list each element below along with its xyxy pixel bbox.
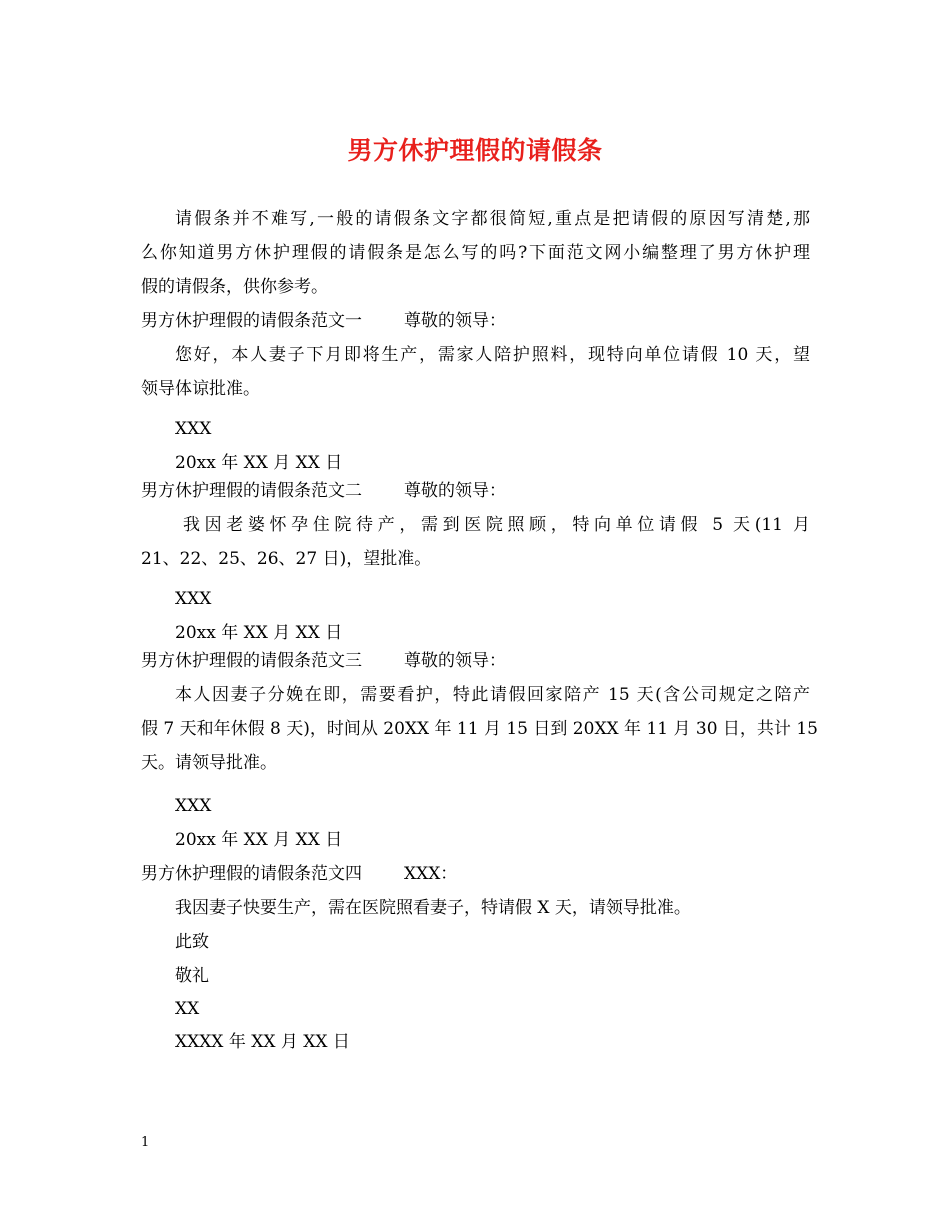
intro-line-3: 假的请假条，供你参考。 bbox=[141, 277, 328, 297]
sample-4-heading-row bbox=[141, 862, 457, 886]
document-title: 男方休护理假的请假条 bbox=[347, 136, 603, 165]
sample-2-body-line-1: 我因老婆怀孕住院待产，需到医院照顾，特向单位请假 5 天(11 月 bbox=[183, 515, 810, 535]
sample-3-signature: XXX bbox=[175, 796, 212, 816]
sample-2-heading-row bbox=[141, 479, 506, 503]
sample-1-date: 20xx 年 XX 月 XX 日 bbox=[175, 453, 343, 473]
sample-4-signature: XX bbox=[175, 999, 200, 1019]
sample-4-closing-1: 此致 bbox=[175, 932, 209, 952]
sample-4-heading: 男方休护理假的请假条范文四 bbox=[141, 864, 362, 884]
sample-1-salutation: 尊敬的领导： bbox=[404, 311, 506, 331]
intro-line-2: 么你知道男方休护理假的请假条是怎么写的吗?下面范文网小编整理了男方休护理 bbox=[141, 243, 810, 263]
sample-2-heading: 男方休护理假的请假条范文二 bbox=[141, 481, 362, 501]
sample-3-salutation: 尊敬的领导： bbox=[404, 651, 506, 671]
sample-1-body-line-2: 领导体谅批准。 bbox=[141, 379, 260, 399]
sample-1-body-line-1: 您好，本人妻子下月即将生产，需家人陪护照料，现特向单位请假 10 天，望 bbox=[175, 345, 810, 365]
sample-4-salutation: XXX： bbox=[404, 864, 458, 884]
sample-2-body-line-2: 21、22、25、26、27 日)，望批准。 bbox=[141, 549, 432, 569]
sample-1-heading: 男方休护理假的请假条范文一 bbox=[141, 311, 362, 331]
sample-2-salutation: 尊敬的领导： bbox=[404, 481, 506, 501]
intro-line-1: 请假条并不难写,一般的请假条文字都很简短,重点是把请假的原因写清楚,那 bbox=[175, 209, 810, 229]
sample-1-signature: XXX bbox=[175, 419, 212, 439]
sample-3-body-line-3: 天。请领导批准。 bbox=[141, 753, 277, 773]
sample-3-date: 20xx 年 XX 月 XX 日 bbox=[175, 830, 343, 850]
sample-4-body-line-1: 我因妻子快要生产，需在医院照看妻子，特请假 X 天，请领导批准。 bbox=[175, 898, 691, 918]
sample-2-date: 20xx 年 XX 月 XX 日 bbox=[175, 623, 343, 643]
sample-4-closing-2: 敬礼 bbox=[175, 966, 209, 986]
sample-3-body-line-1: 本人因妻子分娩在即，需要看护，特此请假回家陪产 15 天(含公司规定之陪产 bbox=[175, 685, 810, 705]
sample-4-date: XXXX 年 XX 月 XX 日 bbox=[175, 1032, 350, 1052]
sample-3-body-line-2: 假 7 天和年休假 8 天)，时间从 20XX 年 11 月 15 日到 20XX 年 11 月 30 日，共计 15 bbox=[141, 719, 818, 739]
sample-1-heading-row bbox=[141, 309, 506, 333]
sample-3-heading: 男方休护理假的请假条范文三 bbox=[141, 651, 362, 671]
sample-3-heading-row bbox=[141, 649, 506, 673]
sample-2-signature: XXX bbox=[175, 589, 212, 609]
page-number: 1 bbox=[141, 1135, 150, 1150]
